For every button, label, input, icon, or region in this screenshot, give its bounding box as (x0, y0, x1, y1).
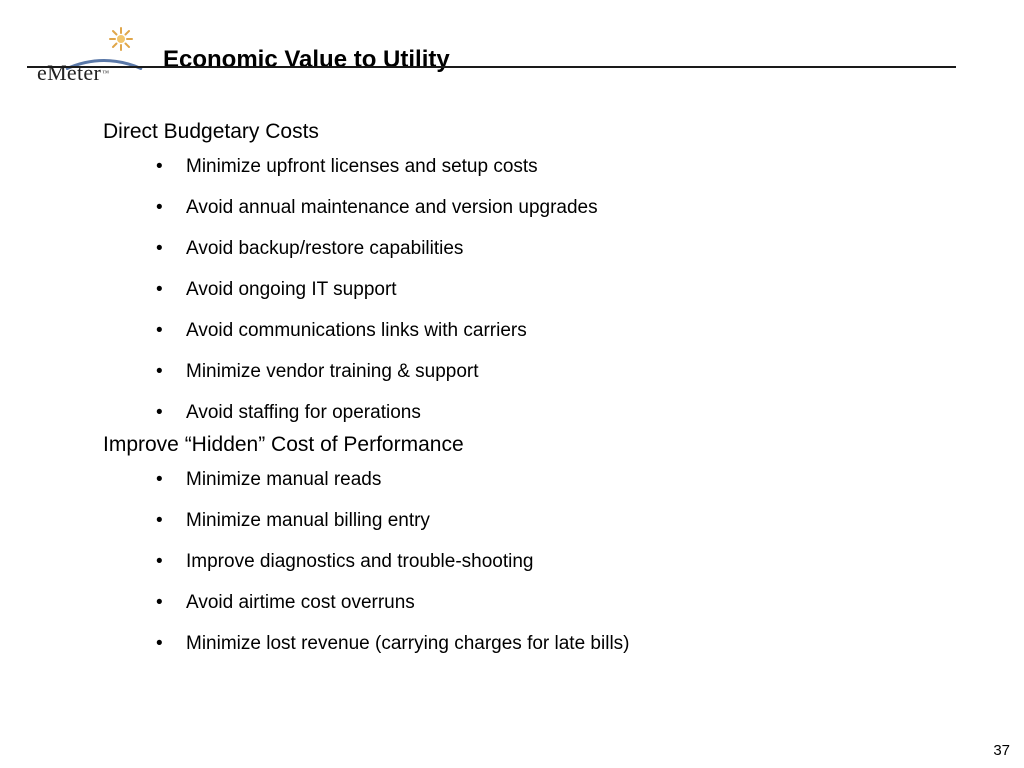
section-hidden-cost-of-performance (103, 431, 983, 657)
bullet-item (103, 318, 983, 344)
bullet-item (103, 508, 983, 534)
emeter-logo (30, 22, 148, 85)
bullet-text: Avoid airtime cost overruns (186, 592, 415, 613)
bullet-icon: • (156, 510, 163, 531)
bullet-text: Improve diagnostics and trouble-shooting (186, 551, 534, 572)
bullet-item (103, 467, 983, 493)
page-number: 37 (993, 742, 1010, 759)
bullet-text: Minimize vendor training & support (186, 361, 479, 382)
bullet-icon: • (156, 156, 163, 177)
bullet-item (103, 359, 983, 385)
bullet-icon: • (156, 592, 163, 613)
bullet-text: Minimize lost revenue (carrying charges for late bills) (186, 633, 630, 654)
bullet-text: Avoid ongoing IT support (186, 279, 397, 300)
sun-icon (108, 26, 134, 52)
bullet-icon: • (156, 320, 163, 341)
bullet-item (103, 236, 983, 262)
bullet-icon: • (156, 402, 163, 423)
bullet-item (103, 590, 983, 616)
bullet-list (103, 467, 983, 657)
slide-content (103, 118, 983, 662)
bullet-text: Minimize upfront licenses and setup costs (186, 156, 538, 177)
bullet-list (103, 154, 983, 426)
bullet-icon: • (156, 469, 163, 490)
bullet-item (103, 195, 983, 221)
section-heading: Direct Budgetary Costs (103, 120, 319, 143)
bullet-icon: • (156, 633, 163, 654)
bullet-text: Avoid annual maintenance and version upgrades (186, 197, 598, 218)
bullet-icon: • (156, 551, 163, 572)
bullet-item (103, 154, 983, 180)
bullet-item (103, 277, 983, 303)
bullet-icon: • (156, 238, 163, 259)
bullet-item (103, 549, 983, 575)
section-direct-budgetary-costs (103, 118, 983, 426)
slide-title: Economic Value to Utility (163, 46, 450, 73)
bullet-icon: • (156, 197, 163, 218)
logo-wordmark: eMeter™ (37, 60, 110, 85)
bullet-item (103, 400, 983, 426)
section-heading: Improve “Hidden” Cost of Performance (103, 433, 464, 456)
bullet-icon: • (156, 279, 163, 300)
bullet-text: Minimize manual billing entry (186, 510, 430, 531)
bullet-text: Minimize manual reads (186, 469, 382, 490)
bullet-text: Avoid communications links with carriers (186, 320, 527, 341)
bullet-icon: • (156, 361, 163, 382)
bullet-text: Avoid staffing for operations (186, 402, 421, 423)
bullet-text: Avoid backup/restore capabilities (186, 238, 464, 259)
title-underline (27, 66, 956, 68)
bullet-item (103, 631, 983, 657)
